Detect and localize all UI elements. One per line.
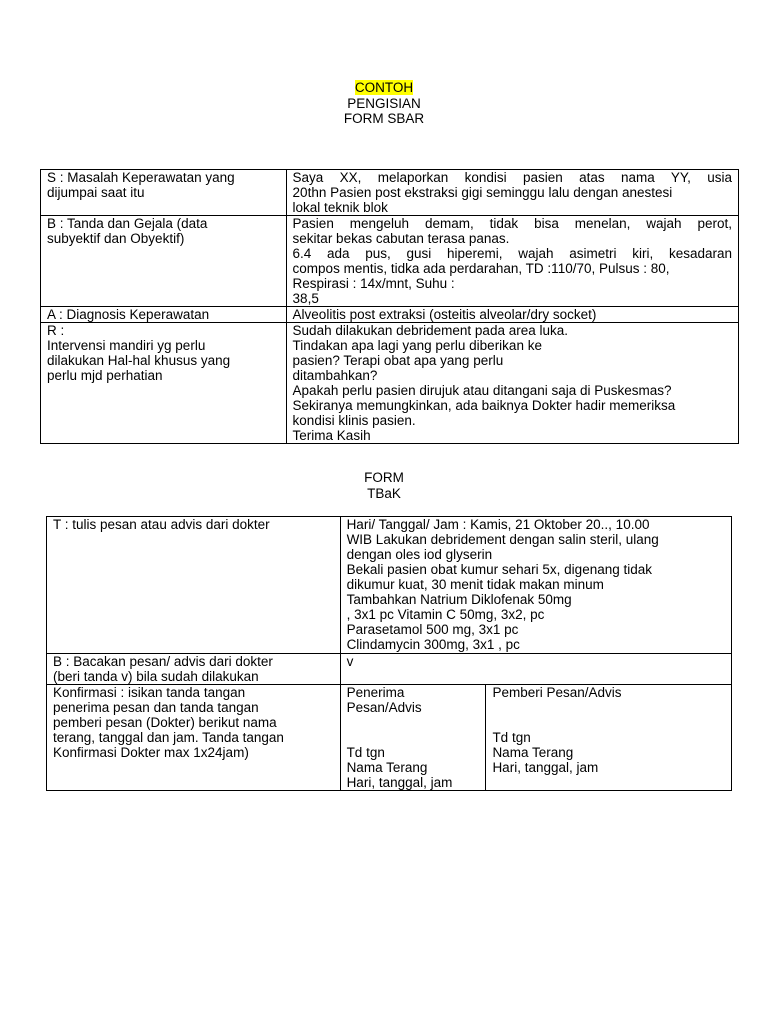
check-mark: v [346, 654, 354, 669]
sbar-title [0, 80, 768, 127]
sbar-content-b: Pasien mengeluh demam, tidak bisa menelan, wajah perot, sekitar bekas cabutan terasa panas. 6.4 ada pus, gusi hiperemi, wajah asimetri kiri, kesadaran compos mentis, tidka ada perdarahan, TD :110/70, Pulsus : 80, Respirasi : 14x/mnt, Suhu : 38,5 [286, 216, 738, 307]
tbak-content-t: Hari/ Tanggal/ Jam : Kamis, 21 Oktober 20.., 10.00 WIB Lakukan debridement dengan salin steril, ulang dengan oles iod glyserin Bekali pasien obat kumur sehari 5x, digenang tidak dikumur kuat, 30 menit tidak makan minum Tambahkan Natrium Diklofenak 50mg , 3x1 pc Vitamin C 50mg, 3x2, pc Parasetamol 500 mg, 3x1 pc Clindamycin 300mg, 3x1 , pc [340, 517, 731, 654]
pemberi-cell: Pemberi Pesan/Advis Td tgn Nama Terang Hari, tanggal, jam [486, 685, 732, 791]
sbar-label-s: S : Masalah Keperawatan yang dijumpai saat itu [41, 170, 287, 216]
title-tbak: TBaK [367, 485, 401, 501]
tbak-row-t [47, 517, 732, 654]
sbar-row-r [41, 323, 739, 444]
sbar-content-r: Sudah dilakukan debridement pada area luka. Tindakan apa lagi yang perlu diberikan ke pasien? Terapi obat apa yang perlu ditambahkan? Apakah perlu pasien dirujuk atau ditangani saja di Puskesmas? Sekiranya memungkinkan, ada baiknya Dokter hadir memeriksa kondisi klinis pasien. Terima Kasih [286, 323, 738, 444]
title-form-sbar: FORM SBAR [343, 111, 425, 126]
sbar-table [40, 169, 739, 444]
tbak-label-b: B : Bacakan pesan/ advis dari dokter (beri tanda v) bila sudah dilakukan [47, 654, 341, 685]
contoh-highlight: CONTOH [354, 80, 414, 95]
sbar-label-r: R : Intervensi mandiri yg perlu dilakukan Hal-hal khusus yang perlu mjd perhatian [41, 323, 287, 444]
tbak-label-t: T : tulis pesan atau advis dari dokter [47, 517, 341, 654]
tbak-row-k [47, 685, 732, 791]
tbak-content-b [340, 654, 731, 685]
tbak-table [46, 516, 732, 791]
sbar-content-s: Saya XX, melaporkan kondisi pasien atas nama YY, usia 20thn Pasien post ekstraksi gigi seminggu lalu dengan anestesi lokal teknik blok [286, 170, 738, 216]
title-pengisian: PENGISIAN [347, 95, 421, 111]
sbar-label-b: B : Tanda dan Gejala (data subyektif dan Obyektif) [41, 216, 287, 307]
sbar-row-s [41, 170, 739, 216]
tbak-label-k: Konfirmasi : isikan tanda tangan penerima pesan dan tanda tangan pemberi pesan (Dokter) berikut nama terang, tanggal dan jam. Tanda tangan Konfirmasi Dokter max 1x24jam) [47, 685, 341, 791]
tbak-row-b [47, 654, 732, 685]
sbar-row-a [41, 307, 739, 323]
title-form: FORM [364, 470, 404, 485]
penerima-cell: Penerima Pesan/Advis Td tgn Nama Terang Hari, tanggal, jam [340, 685, 486, 791]
sbar-label-a: A : Diagnosis Keperawatan [41, 307, 287, 323]
sbar-row-b [41, 216, 739, 307]
tbak-title [0, 470, 768, 501]
sbar-content-a: Alveolitis post extraksi (osteitis alveolar/dry socket) [286, 307, 738, 323]
